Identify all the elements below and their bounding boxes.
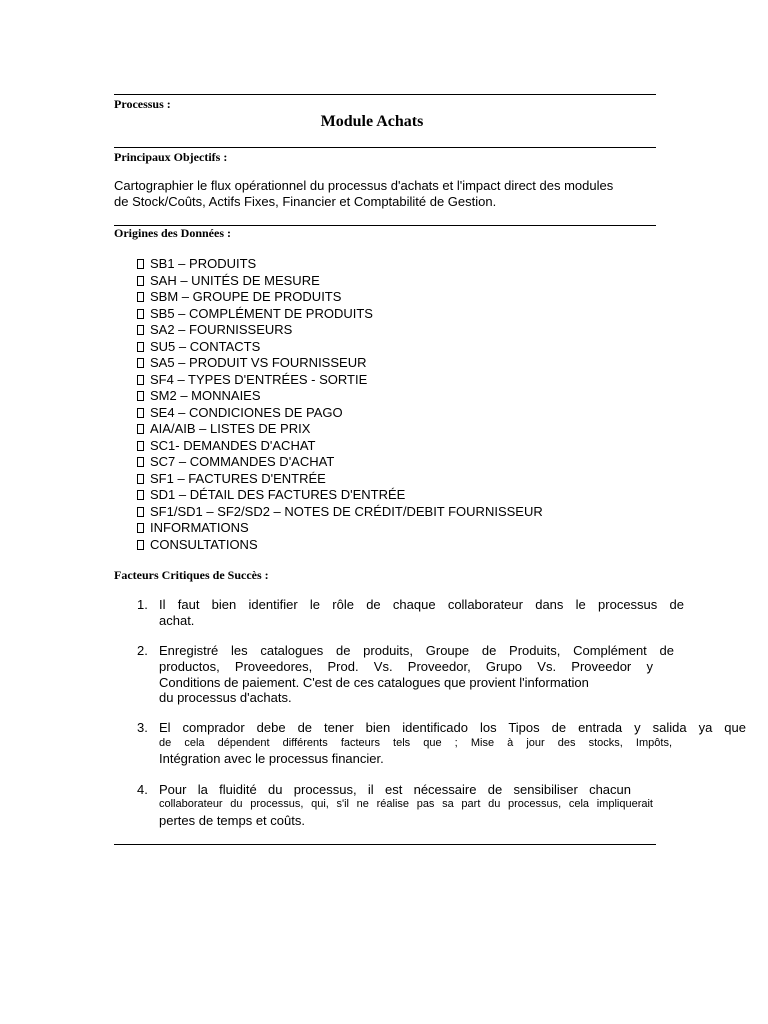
missing-glyph-box-icon [137, 358, 144, 368]
origine-item-label: SE4 – CONDICIONES DE PAGO [150, 404, 343, 420]
origine-item [137, 256, 543, 273]
facteur-line: collaborateur du processus, qui, s'il ne réalise pas sa part du processus, cela impliquerait [159, 798, 653, 810]
origine-item [137, 520, 543, 537]
origine-item-label: SB5 – COMPLÉMENT DE PRODUITS [150, 305, 373, 321]
missing-glyph-box-icon [137, 292, 144, 302]
origine-item [137, 405, 543, 422]
facteur-number: 2. [137, 643, 148, 658]
origine-item-label: CONSULTATIONS [150, 536, 258, 552]
missing-glyph-box-icon [137, 490, 144, 500]
origine-item-label: AIA/AIB – LISTES DE PRIX [150, 421, 311, 436]
origine-item-label: SA5 – PRODUIT VS FOURNISSEUR [150, 355, 367, 370]
objectifs-line: Cartographier le flux opérationnel du processus d'achats et l'impact direct des modules [114, 178, 614, 193]
facteur-line: Intégration avec le processus financier. [159, 751, 384, 766]
facteur-number: 1. [137, 597, 148, 612]
origine-item-label: SD1 – DÉTAIL DES FACTURES D'ENTRÉE [150, 487, 406, 502]
facteur-line: de cela dépendent différents facteurs tels que ; Mise à jour des stocks, Impôts, [159, 737, 672, 749]
origine-item [137, 355, 543, 372]
origine-item [137, 471, 543, 488]
origine-item-label: SAH – UNITÉS DE MESURE [150, 272, 320, 288]
origine-item-label: SF4 – TYPES D'ENTRÉES - SORTIE [150, 371, 368, 387]
missing-glyph-box-icon [137, 507, 144, 517]
origine-item-label: SC1- DEMANDES D'ACHAT [150, 437, 316, 453]
facteurs-heading: Facteurs Critiques de Succès : [114, 568, 269, 582]
objectifs-line: de Stock/Coûts, Actifs Fixes, Financier et Comptabilité de Gestion. [114, 194, 497, 209]
origine-item [137, 388, 543, 405]
facteur-line: El comprador debe de tener bien identificado los Tipos de entrada y salida ya que [159, 720, 746, 735]
missing-glyph-box-icon [137, 441, 144, 451]
facteur-line: pertes de temps et coûts. [159, 813, 305, 828]
bottom-rule [114, 844, 656, 845]
origine-item-label: INFORMATIONS [150, 520, 249, 535]
missing-glyph-box-icon [137, 342, 144, 352]
origine-item [137, 289, 543, 306]
origine-item-label: SBM – GROUPE DE PRODUITS [150, 289, 342, 304]
facteur-line: productos, Proveedores, Prod. Vs. Proveedor, Grupo Vs. Proveedor y [159, 659, 653, 674]
missing-glyph-box-icon [137, 540, 144, 550]
origine-item [137, 372, 543, 389]
missing-glyph-box-icon [137, 424, 144, 434]
facteur-number: 3. [137, 720, 148, 735]
origine-item-label: SU5 – CONTACTS [150, 338, 261, 354]
origine-item [137, 504, 543, 521]
facteur-line: achat. [159, 613, 195, 628]
missing-glyph-box-icon [137, 408, 144, 418]
facteur-line: Enregistré les catalogues de produits, Groupe de Produits, Complément de [159, 643, 674, 658]
missing-glyph-box-icon [137, 375, 144, 385]
missing-glyph-box-icon [137, 474, 144, 484]
facteur-line: du processus d'achats. [159, 690, 292, 705]
facteur-number: 4. [137, 782, 148, 797]
origine-item [137, 487, 543, 504]
facteur-line: Il faut bien identifier le rôle de chaque collaborateur dans le processus de [159, 597, 684, 612]
origine-item-label: SM2 – MONNAIES [150, 388, 261, 403]
origine-item [137, 421, 543, 438]
missing-glyph-box-icon [137, 523, 144, 533]
facteur-line: Pour la fluidité du processus, il est nécessaire de sensibiliser chacun [159, 782, 631, 797]
origine-item-label: SC7 – COMMANDES D'ACHAT [150, 454, 335, 469]
missing-glyph-box-icon [137, 457, 144, 467]
missing-glyph-box-icon [137, 309, 144, 319]
facteur-line: Conditions de paiement. C'est de ces catalogues que provient l'information [159, 675, 589, 690]
origine-item [137, 339, 543, 356]
section-rule [114, 147, 656, 148]
objectifs-heading: Principaux Objectifs : [114, 150, 228, 164]
origine-item [137, 537, 543, 554]
page-title: Module Achats [320, 113, 424, 130]
origine-item-label: SF1/SD1 – SF2/SD2 – NOTES DE CRÉDIT/DEBIT FOURNISSEUR [150, 503, 543, 519]
origine-item-label: SA2 – FOURNISSEURS [150, 322, 293, 337]
missing-glyph-box-icon [137, 259, 144, 269]
origine-item-label: SF1 – FACTURES D'ENTRÉE [150, 470, 326, 486]
processus-label: Processus : [114, 97, 171, 111]
origine-item [137, 322, 543, 339]
missing-glyph-box-icon [137, 325, 144, 335]
origine-item-label: SB1 – PRODUITS [150, 256, 257, 271]
origines-heading: Origines des Données : [114, 226, 231, 240]
missing-glyph-box-icon [137, 276, 144, 286]
missing-glyph-box-icon [137, 391, 144, 401]
origine-item [137, 438, 543, 455]
origine-item [137, 306, 543, 323]
origine-item [137, 454, 543, 471]
origine-item [137, 273, 543, 290]
origines-list [137, 256, 543, 553]
top-rule [114, 94, 656, 95]
